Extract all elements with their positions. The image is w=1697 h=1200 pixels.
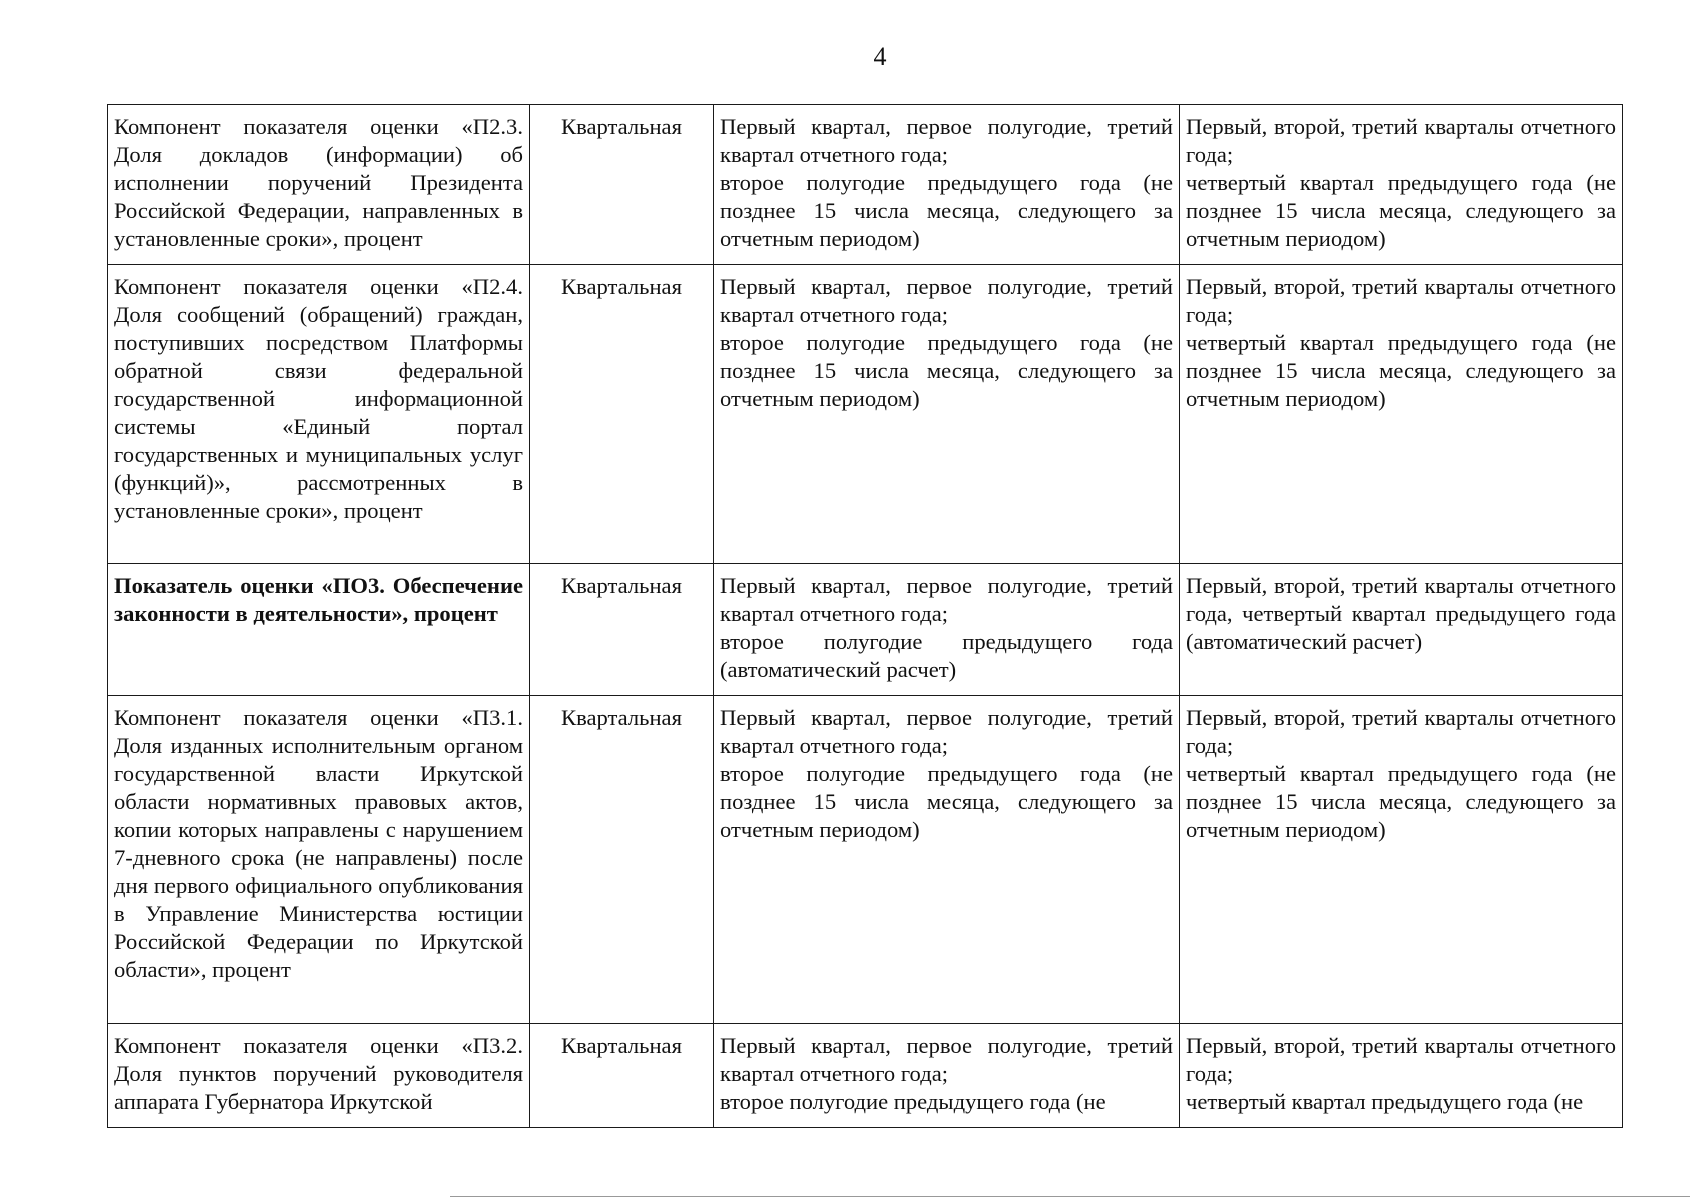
reporting-cell [1180, 265, 1623, 564]
period-line: второе полугодие предыдущего года (не позднее 15 числа месяца, следующего за отчетным периодом) [720, 170, 1173, 251]
period-line: Первый квартал, первое полугодие, третий квартал отчетного года; [720, 573, 1173, 626]
period-cell [714, 564, 1180, 696]
reporting-line: четвертый квартал предыдущего года (не позднее 15 числа месяца, следующего за отчетным периодом) [1186, 330, 1616, 411]
indicators-table [107, 104, 1623, 1128]
indicator-cell: Компонент показателя оценки «П3.1. Доля изданных исполнительным органом государственной власти Иркутской области нормативных правовых актов, копии которых направлены с нарушением 7-дневного срока (не направлены) после дня первого официального опубликования в Управление Министерства юстиции Российской Федерации по Иркутской области», процент [108, 696, 530, 1024]
frequency-cell: Квартальная [530, 696, 714, 1024]
frequency-cell: Квартальная [530, 105, 714, 265]
reporting-cell [1180, 564, 1623, 696]
frequency-cell: Квартальная [530, 1024, 714, 1128]
indicator-cell: Показатель оценки «ПО3. Обеспечение законности в деятельности», процент [108, 564, 530, 696]
reporting-cell [1180, 696, 1623, 1024]
reporting-line: Первый, второй, третий кварталы отчетного года; [1186, 705, 1616, 758]
reporting-line: Первый, второй, третий кварталы отчетного года; [1186, 1033, 1616, 1086]
reporting-line: Первый, второй, третий кварталы отчетного года; [1186, 114, 1616, 167]
period-cell [714, 1024, 1180, 1128]
period-cell [714, 696, 1180, 1024]
frequency-cell: Квартальная [530, 564, 714, 696]
table-row [108, 265, 1623, 564]
table-row [108, 564, 1623, 696]
period-line: второе полугодие предыдущего года (не позднее 15 числа месяца, следующего за отчетным периодом) [720, 761, 1173, 842]
period-cell [714, 105, 1180, 265]
period-line: Первый квартал, первое полугодие, третий квартал отчетного года; [720, 705, 1173, 758]
period-line: Первый квартал, первое полугодие, третий квартал отчетного года; [720, 1033, 1173, 1086]
page-number: 4 [873, 42, 887, 71]
reporting-line: Первый, второй, третий кварталы отчетного года, четвертый квартал предыдущего года (автоматический расчет) [1186, 573, 1616, 654]
table-row [108, 1024, 1623, 1128]
reporting-line: Первый, второй, третий кварталы отчетного года; [1186, 274, 1616, 327]
indicator-cell: Компонент показателя оценки «П2.4. Доля сообщений (обращений) граждан, поступивших посредством Платформы обратной связи федеральной государственной информационной системы «Единый портал государственных и муниципальных услуг (функций)», рассмотренных в установленные сроки», процент [108, 265, 530, 564]
reporting-line: четвертый квартал предыдущего года (не позднее 15 числа месяца, следующего за отчетным периодом) [1186, 761, 1616, 842]
table-row [108, 105, 1623, 265]
period-line: второе полугодие предыдущего года (не [720, 1089, 1106, 1114]
indicator-cell: Компонент показателя оценки «П2.3. Доля докладов (информации) об исполнении поручений Президента Российской Федерации, направленных в установленные сроки», процент [108, 105, 530, 265]
period-cell [714, 265, 1180, 564]
period-line: Первый квартал, первое полугодие, третий квартал отчетного года; [720, 274, 1173, 327]
reporting-cell [1180, 105, 1623, 265]
indicator-cell: Компонент показателя оценки «П3.2. Доля пунктов поручений руководителя аппарата Губернатора Иркутской [108, 1024, 530, 1128]
frequency-cell: Квартальная [530, 265, 714, 564]
table-row [108, 696, 1623, 1024]
reporting-line: четвертый квартал предыдущего года (не позднее 15 числа месяца, следующего за отчетным периодом) [1186, 170, 1616, 251]
reporting-cell [1180, 1024, 1623, 1128]
period-line: второе полугодие предыдущего года (не позднее 15 числа месяца, следующего за отчетным периодом) [720, 330, 1173, 411]
reporting-line: четвертый квартал предыдущего года (не [1186, 1089, 1584, 1114]
scan-edge-line [450, 1196, 1690, 1197]
period-line: второе полугодие предыдущего года (автоматический расчет) [720, 629, 1173, 682]
period-line: Первый квартал, первое полугодие, третий квартал отчетного года; [720, 114, 1173, 167]
